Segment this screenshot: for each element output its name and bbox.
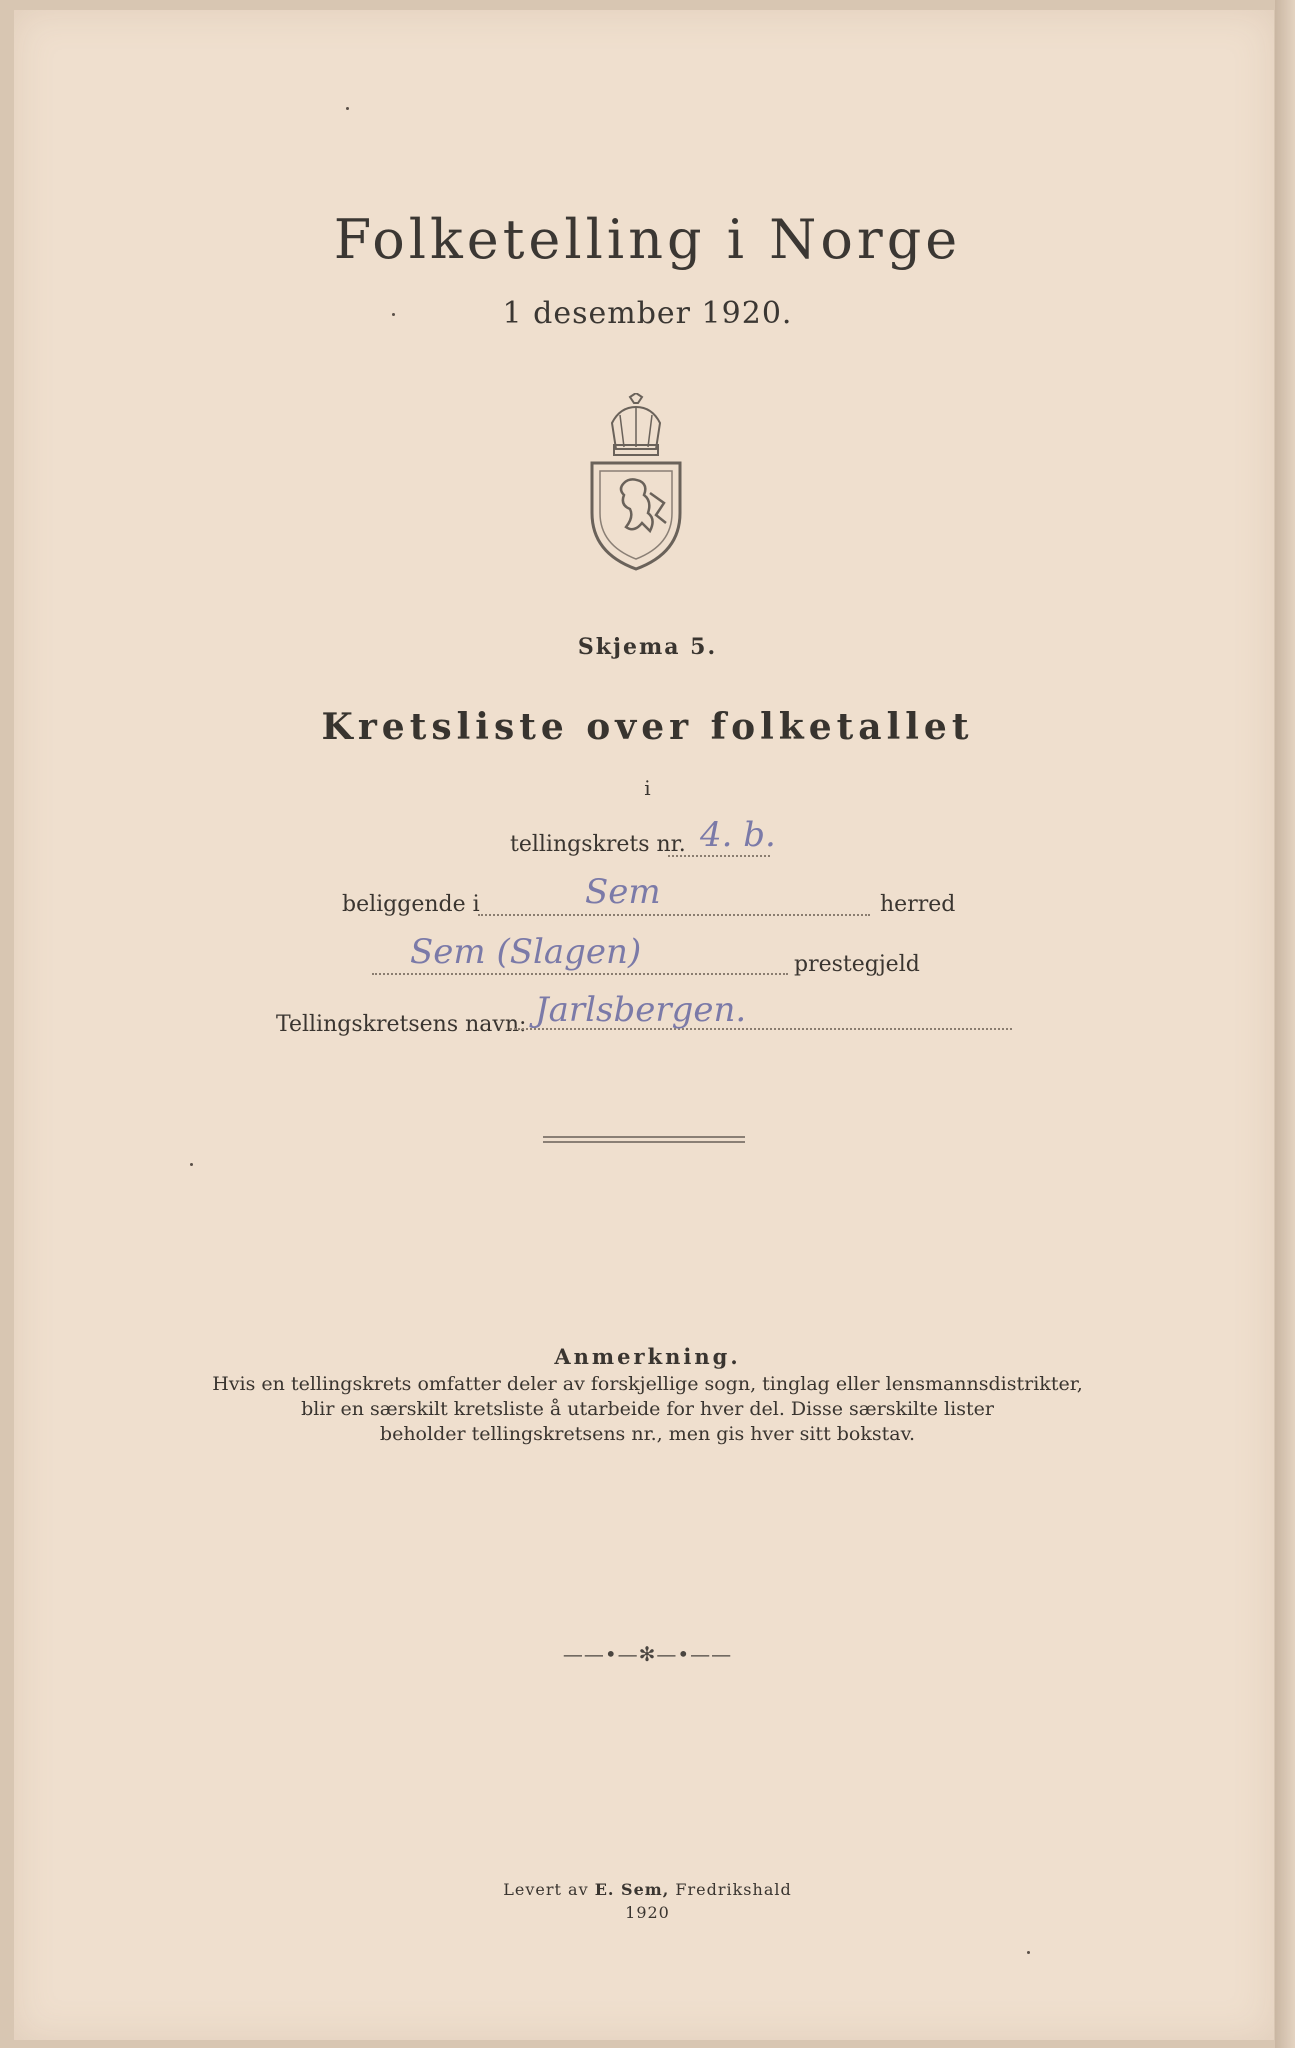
- paper-speck: [190, 1163, 193, 1166]
- parish-line: [372, 973, 788, 975]
- form-heading: Kretsliste over folketallet: [321, 706, 974, 748]
- note-line-1: Hvis en tellingskrets omfatter deler av forskjellige sogn, tinglag eller lensmannsdistrikter,: [212, 1373, 1083, 1395]
- note-title: Anmerkning.: [554, 1344, 741, 1369]
- section-divider: [543, 1136, 745, 1146]
- note-line-2: blir en særskilt kretsliste å utarbeide for hver del. Disse særskilte lister: [301, 1398, 994, 1420]
- document-title: Folketelling i Norge: [333, 208, 962, 271]
- coat-of-arms-icon: [590, 393, 682, 571]
- district-number-line: [668, 855, 770, 857]
- form-number: Skjema 5.: [577, 634, 718, 660]
- located-in-value: Sem: [585, 872, 661, 912]
- connector-text: i: [644, 776, 651, 800]
- printer-prefix: Levert av: [503, 1880, 589, 1899]
- parish-label: prestegjeld: [794, 952, 920, 977]
- district-name-label: Tellingskretsens navn:: [276, 1012, 527, 1037]
- printer-year: 1920: [625, 1903, 670, 1922]
- herred-label: herred: [880, 892, 956, 917]
- located-in-label: beliggende i: [342, 892, 480, 917]
- district-name-value: Jarlsbergen.: [535, 990, 747, 1030]
- census-date: 1 desember 1920.: [502, 296, 793, 331]
- note-line-3: beholder tellingskretsens nr., men gis hver sitt bokstav.: [379, 1423, 916, 1445]
- printer-place: Fredrikshald: [675, 1880, 792, 1899]
- paper-speck: [392, 313, 395, 316]
- district-number-label: tellingskrets nr.: [510, 832, 686, 857]
- district-number-value: 4. b.: [700, 815, 776, 855]
- paper-speck: [346, 107, 349, 110]
- ornament-divider: ——•—✻—•——: [562, 1642, 733, 1666]
- located-in-line: [478, 914, 870, 916]
- paper-speck: [1027, 1951, 1030, 1954]
- printer-credit: [0, 1880, 1295, 1899]
- printer-name: E. Sem,: [594, 1880, 670, 1899]
- parish-value: Sem (Slagen): [410, 932, 642, 972]
